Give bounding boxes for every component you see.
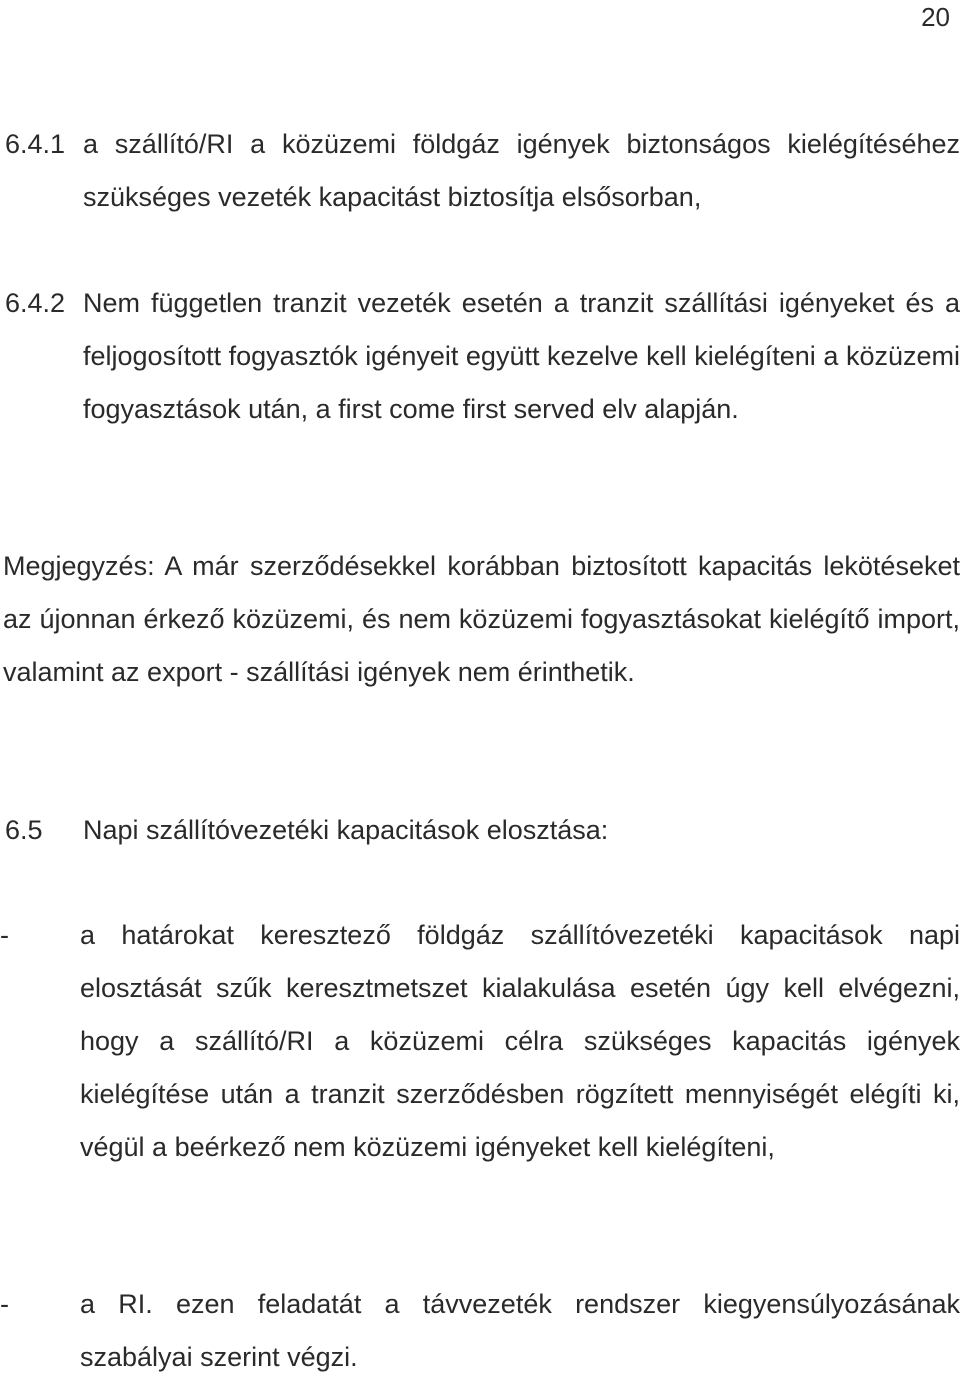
item-number: 6.4.2 [5,288,66,318]
item-text: a szállító/RI a közüzemi földgáz igények biztonságos kielégítéséhez szükséges vezeték kapacitást biztosítja elsősorban, [83,129,960,212]
bullet-text: a RI. ezen feladatát a távvezeték rendszer kiegyensúlyozásának szabályai szerint végzi. [80,1289,960,1372]
section-number: 6.5 [5,815,43,845]
page-number: 20 [921,2,950,32]
item-number: 6.4.1 [5,129,66,159]
note-paragraph: Megjegyzés: A már szerződésekkel korábban biztosított kapacitás lekötéseket az újonnan érkező közüzemi, és nem közüzemi fogyasztásokat kielégítő import, valamint az export - szállítási igények nem érinthetik. [3,551,960,687]
bullet-text: a határokat keresztező földgáz szállítóvezetéki kapacitások napi elosztását szűk keresztmetszet kialakulása esetén úgy kell elvégezni, hogy a szállító/RI a közüzemi célra szükséges kapacitás igények kielégítése után a tranzit szerződésben rögzített mennyiségét elégíti ki, végül a beérkező nem közüzemi igényeket kell kielégíteni, [80,920,960,1162]
bullet-marker: - [0,920,9,950]
item-6-4-2 [5,277,960,436]
bullet-item [0,1278,960,1384]
bullet-item [0,909,960,1174]
section-title: Napi szállítóvezetéki kapacitások elosztása: [83,815,609,845]
item-6-4-1 [5,118,960,224]
bullet-marker: - [0,1289,9,1319]
section-heading-6-5 [5,804,960,857]
item-text: Nem független tranzit vezeték esetén a tranzit szállítási igényeket és a feljogosított fogyasztók igényeit együtt kezelve kell kielégíteni a közüzemi fogyasztások után, a first come first served elv alapján. [83,288,960,424]
